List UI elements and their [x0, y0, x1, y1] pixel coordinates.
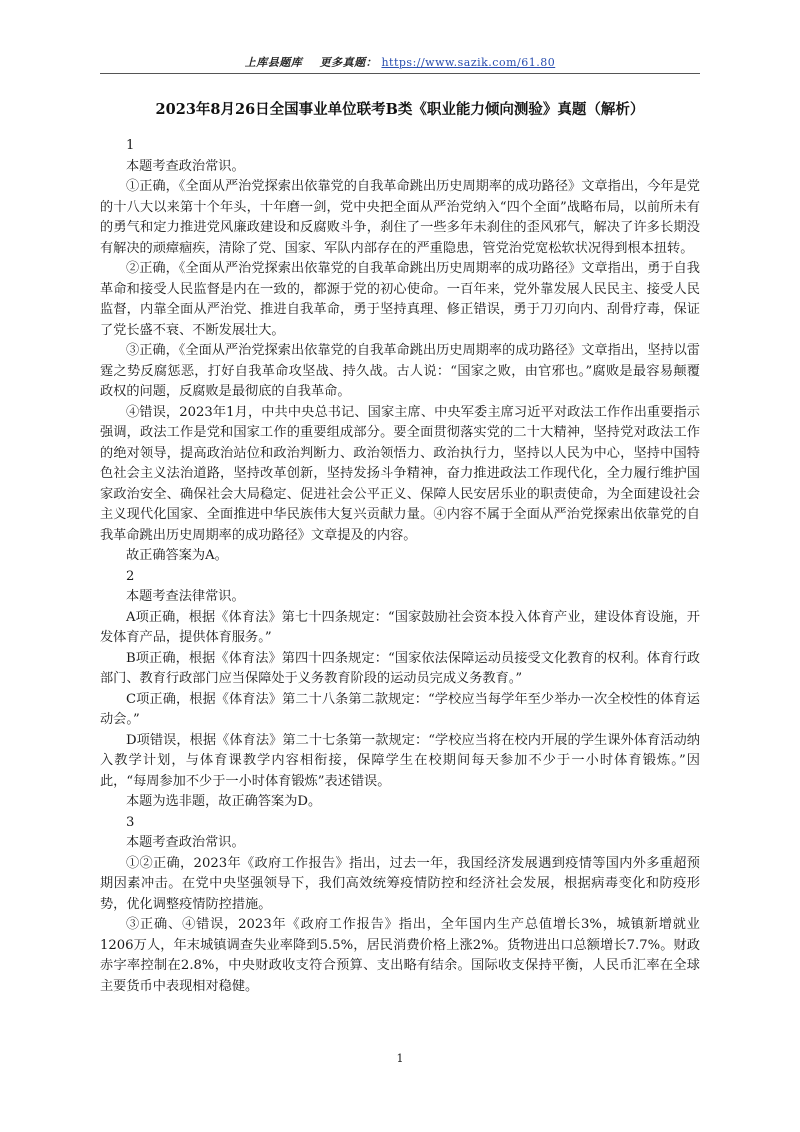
page-number: 1	[396, 1052, 404, 1065]
paragraph: ②正确，《全面从严治党探索出依靠党的自我革命跳出历史周期率的成功路径》文章指出，勇于自我革命和接受人民监督是内在一致的，都源于党的初心使命。一百年来，党外靠发展人民民主、接受人民监督，内靠全面从严治党、推进自我革命，勇于坚持真理、修正错误，勇于刀刃向内、刮骨疗毒，保证了党长盛不衰、不断发展壮大。	[100, 261, 700, 338]
paragraph: ①②正确，2023年《政府工作报告》指出，过去一年，我国经济发展遇到疫情等国内外多重超预期因素冲击。在党中央坚强领导下，我们高效统筹疫情防控和经济社会发展，根据病毒变化和防疫形势，优化调整疫情防控措施。	[100, 855, 700, 912]
paragraph: 本题考查政治常识。	[126, 158, 245, 174]
site-label: 上库县题库	[244, 56, 303, 69]
more-questions-label: 更多真题：	[319, 56, 378, 69]
paragraph: D项错误，根据《体育法》第二十七条第一款规定：“学校应当将在校内开展的学生课外体育活动纳入教学计划，与体育课教学内容相衔接，保障学生在校期间每天参加不少于一小时体育锻炼。”因此，“每周参加不少于一小时体育锻炼”表述错误。	[100, 732, 700, 789]
paragraph: C项正确，根据《体育法》第二十八条第二款规定：“学校应当每学年至少举办一次全校性的体育运动会。”	[100, 691, 700, 727]
paragraph: B项正确，根据《体育法》第四十四条规定：“国家依法保障运动员接受文化教育的权利。体育行政部门、教育行政部门应当保障处于义务教育阶段的运动员完成义务教育。”	[100, 650, 700, 686]
paragraph: ③正确，《全面从严治党探索出依靠党的自我革命跳出历史周期率的成功路径》文章指出，坚持以雷霆之势反腐惩恶，打好自我革命攻坚战、持久战。古人说：“国家之败，由官邪也。”腐败是最容易颠覆政权的问题，反腐败是最彻底的自我革命。	[100, 343, 700, 399]
header-divider	[100, 73, 700, 74]
paragraph: A项正确，根据《体育法》第七十四条规定：“国家鼓励社会资本投入体育产业，建设体育设施，开发体育产品，提供体育服务。”	[100, 609, 700, 645]
document-title: 2023年8月26日全国事业单位联考B类《职业能力倾向测验》真题（解析）	[155, 101, 645, 118]
paragraph: 本题为选非题，故正确答案为D。	[126, 794, 322, 809]
paragraph: 故正确答案为A。	[126, 548, 228, 563]
page-header	[0, 54, 800, 70]
paragraph: ③正确、④错误，2023年《政府工作报告》指出，全年国内生产总值增长3%，城镇新增就业1206万人，年末城镇调查失业率降到5.5%，居民消费价格上涨2%。货物进出口总额增长7.7%。财政赤字率控制在2.8%，中央财政收支符合预算、支出略有结余。国际收支保持平衡，人民币汇率在全球主要货币中表现相对稳健。	[100, 917, 700, 994]
question-number: 1	[126, 138, 135, 153]
paragraph: 本题考查政治常识。	[126, 835, 245, 850]
source-link[interactable]: https://www.sazik.com/61.80	[381, 56, 556, 69]
document-body	[100, 136, 700, 997]
paragraph: 本题考查法律常识。	[126, 589, 245, 604]
paragraph: ①正确，《全面从严治党探索出依靠党的自我革命跳出历史周期率的成功路径》文章指出，今年是党的十八大以来第十个年头，十年磨一剑，党中央把全面从严治党纳入“四个全面”战略布局，以前所未有的勇气和定力推进党风廉政建设和反腐败斗争，刹住了一些多年未刹住的歪风邪气，解决了许多长期没有解决的顽瘴痼疾，清除了党、国家、军队内部存在的严重隐患，管党治党宽松软状况得到根本扭转。	[100, 179, 700, 256]
question-number: 2	[126, 568, 135, 584]
question-number: 3	[126, 814, 135, 830]
paragraph: ④错误，2023年1月，中共中央总书记、国家主席、中央军委主席习近平对政法工作作出重要指示强调，政法工作是党和国家工作的重要组成部分。要全面贯彻落实党的二十大精神，坚持党对政法工作的绝对领导，提高政治站位和政治判断力、政治领悟力、政治执行力，坚持以人民为中心，坚持中国特色社会主义法治道路，坚持改革创新，坚持发扬斗争精神，奋力推进政法工作现代化，全力履行维护国家政治安全、确保社会大局稳定、促进社会公平正义、保障人民安居乐业的职责使命，为全面建设社会主义现代化国家、全面推进中华民族伟大复兴贡献力量。④内容不属于全面从严治党探索出依靠党的自我革命跳出历史周期率的成功路径》文章提及的内容。	[100, 404, 700, 543]
